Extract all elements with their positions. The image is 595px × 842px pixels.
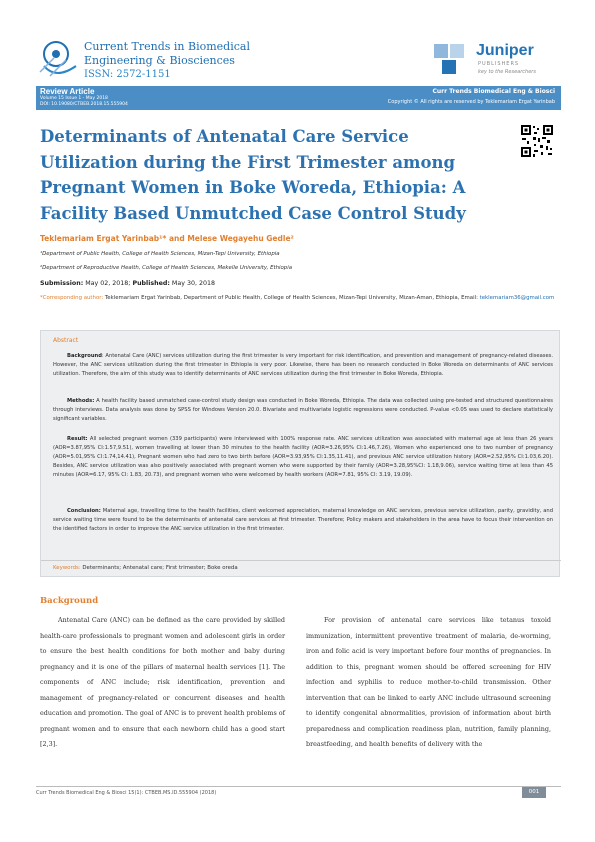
abstract-methods <box>53 397 553 424</box>
body-column-left: Antenatal Care (ANC) can be defined as the care provided by skilled health-care professionals to pregnant women and adolescent girls in order to ensure the best health conditions for both mother and baby during pregnancy and it is one of the pillars of maternal health services [1]. The components of ANC include; risk identification, prevention and management of pregnancy-related or concurrent diseases and health education and promotion. The goal of ANC is to prevent health problems of pregnant women and to ensure that each newborn child has a good start [2,3]. <box>40 616 285 748</box>
footer-divider <box>36 786 561 787</box>
affiliation-2: ²Department of Reproductive Health, College of Health Sciences, Mekelle University, Ethiopia <box>40 265 293 271</box>
abstract-conclusion-text: Maternal age, travelling time to the health facilities, client welcomed appreciation, maternal knowledge on ANC services, previous service utilization, parity, gravidity, and service waiting time were found to be the determinants of antenatal care services at first trimester. Therefore; Policy makers and stakeholders in the area have to focus their intervention on the identified factors in order to improve the ANC service utilization in the first trimester. <box>53 508 553 532</box>
abstract-conclusion <box>53 507 553 534</box>
corresponding-email-link[interactable]: teklemariam36@gmail.com <box>479 295 555 301</box>
publisher-sub: PUBLISHERS <box>478 61 520 67</box>
submission-date: May 02, 2018; <box>85 280 131 287</box>
abstract-result <box>53 435 553 480</box>
abstract-background-text: : Antenatal Care (ANC) services utilization during the first trimester is very important for risk identification, and prevention and management of pregnancy-related diseases. However, the ANC services utilization during the first trimester in Ethiopia is very poor. Likewise, there has been no research conducted in Boke Woreda on determinants of ANC services utilization. Therefore, the aim of this study was to identify determinants of ANC services utilization during the first trimester in Boke Woreda, Ethiopia. <box>53 353 553 377</box>
abstract-methods-text: A health facility based unmatched case-control study design was conducted in Boke Woreda, Ethiopia. The data was collected using pre-tested and structured questionnaires through interviews. Data analysis was done by SPSS for Windows Version 20.0. Bivariate and multivariate logistic regressions were conducted. P-value <0.05 was used to declare statistically significant variables. <box>53 398 553 422</box>
corresponding-label: *Corresponding author: <box>40 295 104 301</box>
corresponding-author <box>40 293 560 303</box>
section-heading-background: Background <box>40 596 99 606</box>
doi-line: DOI: 10.19080/CTBEB.2018.15.555904 <box>40 102 128 107</box>
article-dates <box>40 280 215 287</box>
keywords-text: Determinants; Antenatal care; First trimester; Boke oreda <box>82 565 238 571</box>
copyright-line: Copyright © All rights are reserved by Teklemariam Ergat Yarinbab <box>387 99 555 105</box>
keywords-label: Keywords: <box>53 565 81 571</box>
affiliation-1: ¹Department of Public Health, College of Health Sciences, Mizan-Tepi University, Ethiopia <box>40 251 280 257</box>
abstract-result-text: All selected pregnant women (339 participants) were interviewed with 100% response rate. ANC services utilization was associated with maternal age at less than 26 years (AOR=3.87,95% CI:1.57,9.51), women travelling at lower than 30 minutes to the health facility (AOR=3.26,95% CI:1.46,7.26), Women who experienced one to two number of pregnancy (AOR=5.01,95% CI:1.74,14.41), Pregnant women who had zero to two birth before (AOR=3.93,95% CI:1.35,11.41), and previous ANC service utilization history (AOR=2.52,95% CI:1.03,6.20). Besides, ANC service utilization was also positively associated with pregnant women who were supported by their family (AOR=3.28,95%CI: 1.18,9.06), service waiting time at less than 45 minutes (AOR=6.17, 95% CI: 1.83, 20.73), and pregnant women who were welcomed by health workers (AOR=7.81, 95% CI: 3.19, 19.09). <box>53 436 553 478</box>
journal-name-line1: Current Trends in Biomedical <box>84 40 250 53</box>
journal-name-line2: Engineering & Biosciences <box>84 54 235 67</box>
article-banner <box>36 86 561 110</box>
abstract-background <box>53 352 553 379</box>
corresponding-text: Teklemariam Ergat Yarinbab, Department of Public Health, College of Health Sciences, Mizan-Tepi University, Mizan-Aman, Ethiopia, Email: <box>104 295 478 301</box>
volume-info <box>40 96 128 108</box>
article-title: Determinants of Antenatal Care Service Utilization during the First Trimester among Pregnant Women in Boke Woreda, Ethiopia: A Facility Based Unmutched Case Control Study <box>40 127 466 223</box>
publisher-name: Juniper <box>476 42 534 59</box>
journal-issn: ISSN: 2572-1151 <box>84 69 171 80</box>
body-column-right: For provision of antenatal care services like tetanus toxoid immunization, intermittent preventive treatment of malaria, de-worming, iron and folic acid is very important before four months of pregnancies. In addition to this, pregnant women should be offered screening for HIV infection and syphilis to reduce mother-to-child transmission. Other intervention that can be linked to early ANC include ultrasound screening to identify congenital abnormalities, provision of information about birth preparedness and complication readiness plan, nutrition, family planning, breastfeeding, and health benefits of delivery with the <box>306 616 551 748</box>
abstract-methods-label: Methods: <box>67 398 95 404</box>
author-list: Teklemariam Ergat Yarinbab¹* and Melese Wegayehu Gedle² <box>40 234 294 243</box>
abstract-title: Abstract <box>53 337 79 344</box>
page-number: 001 <box>522 787 546 798</box>
volume-line: Volume 15 Issue 1 - May 2018 <box>40 96 108 101</box>
journal-name <box>84 40 250 82</box>
footer-citation: Curr Trends Biomedical Eng & Biosci 15(1): CTBEB.MS.ID.555904 (2018) <box>36 790 217 796</box>
journal-logo-icon <box>36 36 86 86</box>
journal-abbreviation: Curr Trends Biomedical Eng & Biosci <box>432 88 555 95</box>
qr-code-icon[interactable] <box>520 124 554 158</box>
abstract-background-label: Background <box>67 353 102 359</box>
publisher-logo <box>432 42 562 78</box>
keywords <box>41 560 561 575</box>
publisher-tagline: key to the Researchers <box>478 69 536 75</box>
published-date: May 30, 2018 <box>171 280 215 287</box>
abstract-result-label: Result: <box>67 436 88 442</box>
submission-label: Submission: <box>40 280 84 287</box>
abstract-conclusion-label: Conclusion: <box>67 508 101 514</box>
article-type: Review Article <box>40 87 95 96</box>
published-label: Published: <box>132 280 170 287</box>
abstract-box <box>40 330 560 577</box>
publisher-mark-icon <box>432 42 472 78</box>
